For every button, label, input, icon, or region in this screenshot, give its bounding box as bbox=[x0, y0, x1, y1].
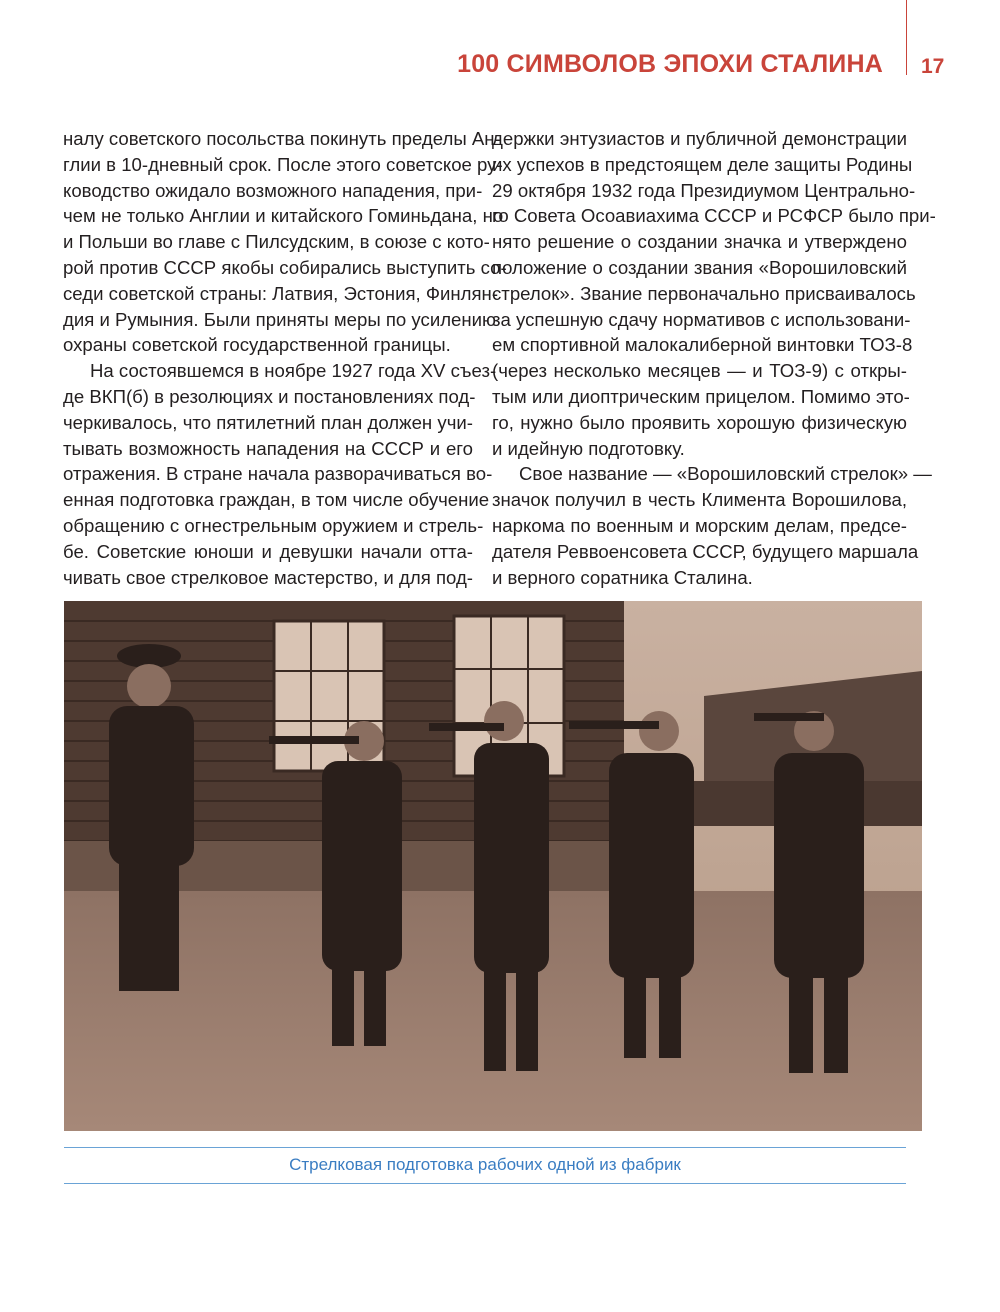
text-line: положение о создании звания «Ворошиловский bbox=[492, 256, 907, 278]
text-line: обращению с огнестрельным оружием и стрель- bbox=[63, 514, 484, 536]
text-line: охраны советской государственной границы. bbox=[63, 334, 451, 356]
text-line: енная подготовка граждан, в том числе обучение bbox=[63, 489, 490, 511]
caption-rule-bottom bbox=[64, 1183, 906, 1184]
text-line: и верного соратника Сталина. bbox=[492, 566, 753, 588]
text-line: глии в 10-дневный срок. После этого советское ру- bbox=[63, 153, 503, 175]
text-line: Свое название — «Ворошиловский стрелок» — bbox=[519, 463, 932, 485]
text-line: чивать свое стрелковое мастерство, и для под- bbox=[63, 566, 473, 588]
text-line: нято решение о создании значка и утверждено bbox=[492, 231, 907, 253]
text-line: и идейную подготовку. bbox=[492, 437, 685, 459]
paragraph bbox=[63, 358, 497, 590]
caption-rule-top bbox=[64, 1147, 906, 1148]
running-header-title: 100 СИМВОЛОВ ЭПОХИ СТАЛИНА bbox=[457, 50, 883, 78]
text-line: налу советского посольства покинуть пределы Ан- bbox=[63, 128, 501, 149]
header-divider bbox=[906, 0, 907, 75]
text-line: На состоявшемся в ноябре 1927 года XV съез- bbox=[90, 360, 497, 382]
text-line: 29 октября 1932 года Президиумом Центрально- bbox=[492, 179, 916, 201]
text-line: де ВКП(б) в резолюциях и постановлениях под- bbox=[63, 385, 476, 407]
text-line: тым или диоптрическим прицелом. Помимо это- bbox=[492, 385, 910, 407]
text-line: и Польши во главе с Пилсудским, в союзе с кото- bbox=[63, 231, 490, 253]
text-column-right bbox=[492, 126, 936, 590]
paragraph bbox=[492, 461, 932, 590]
text-line: чем не только Англии и китайского Гоминьдана, но bbox=[63, 205, 504, 227]
text-line: ководство ожидало возможного нападения, при- bbox=[63, 179, 483, 201]
text-line: стрелок». Звание первоначально присваивалось bbox=[492, 282, 916, 304]
text-line: дия и Румыния. Были приняты меры по усилению bbox=[63, 308, 496, 330]
text-line: (через несколько месяцев — и ТОЗ-9) с откры- bbox=[492, 360, 907, 382]
text-line: бе. Советские юноши и девушки начали отта- bbox=[63, 540, 473, 562]
text-line: дателя Реввоенсовета СССР, будущего маршала bbox=[492, 540, 919, 562]
text-column-left bbox=[63, 126, 507, 590]
photo-illustration bbox=[64, 601, 922, 1131]
text-line: ем спортивной малокалиберной винтовки ТОЗ-8 bbox=[492, 334, 913, 356]
page-number: 17 bbox=[921, 55, 945, 78]
text-line: седи советской страны: Латвия, Эстония, Финлян- bbox=[63, 282, 499, 304]
text-line: черкивалось, что пятилетний план должен учи- bbox=[63, 411, 473, 433]
text-line: наркома по военным и морским делам, предсе- bbox=[492, 514, 907, 536]
text-line: их успехов в предстоящем деле защиты Родины bbox=[492, 153, 913, 175]
photo-caption: Стрелковая подготовка рабочих одной из фабрик bbox=[289, 1155, 681, 1174]
historical-photo bbox=[64, 601, 922, 1131]
text-line: рой против СССР якобы собирались выступить со- bbox=[63, 256, 507, 278]
paragraph bbox=[63, 126, 507, 358]
text-line: за успешную сдачу нормативов с использовани- bbox=[492, 308, 911, 330]
text-line: го Совета Осоавиахима СССР и РСФСР было при- bbox=[492, 205, 936, 227]
text-line: го, нужно было проявить хорошую физическую bbox=[492, 411, 907, 433]
text-line: держки энтузиастов и публичной демонстрации bbox=[492, 128, 907, 149]
paragraph bbox=[492, 126, 936, 461]
text-line: тывать возможность нападения на СССР и его bbox=[63, 437, 473, 459]
text-line: значок получил в честь Климента Ворошилова, bbox=[492, 489, 907, 511]
text-line: отражения. В стране начала разворачиваться во- bbox=[63, 463, 493, 485]
